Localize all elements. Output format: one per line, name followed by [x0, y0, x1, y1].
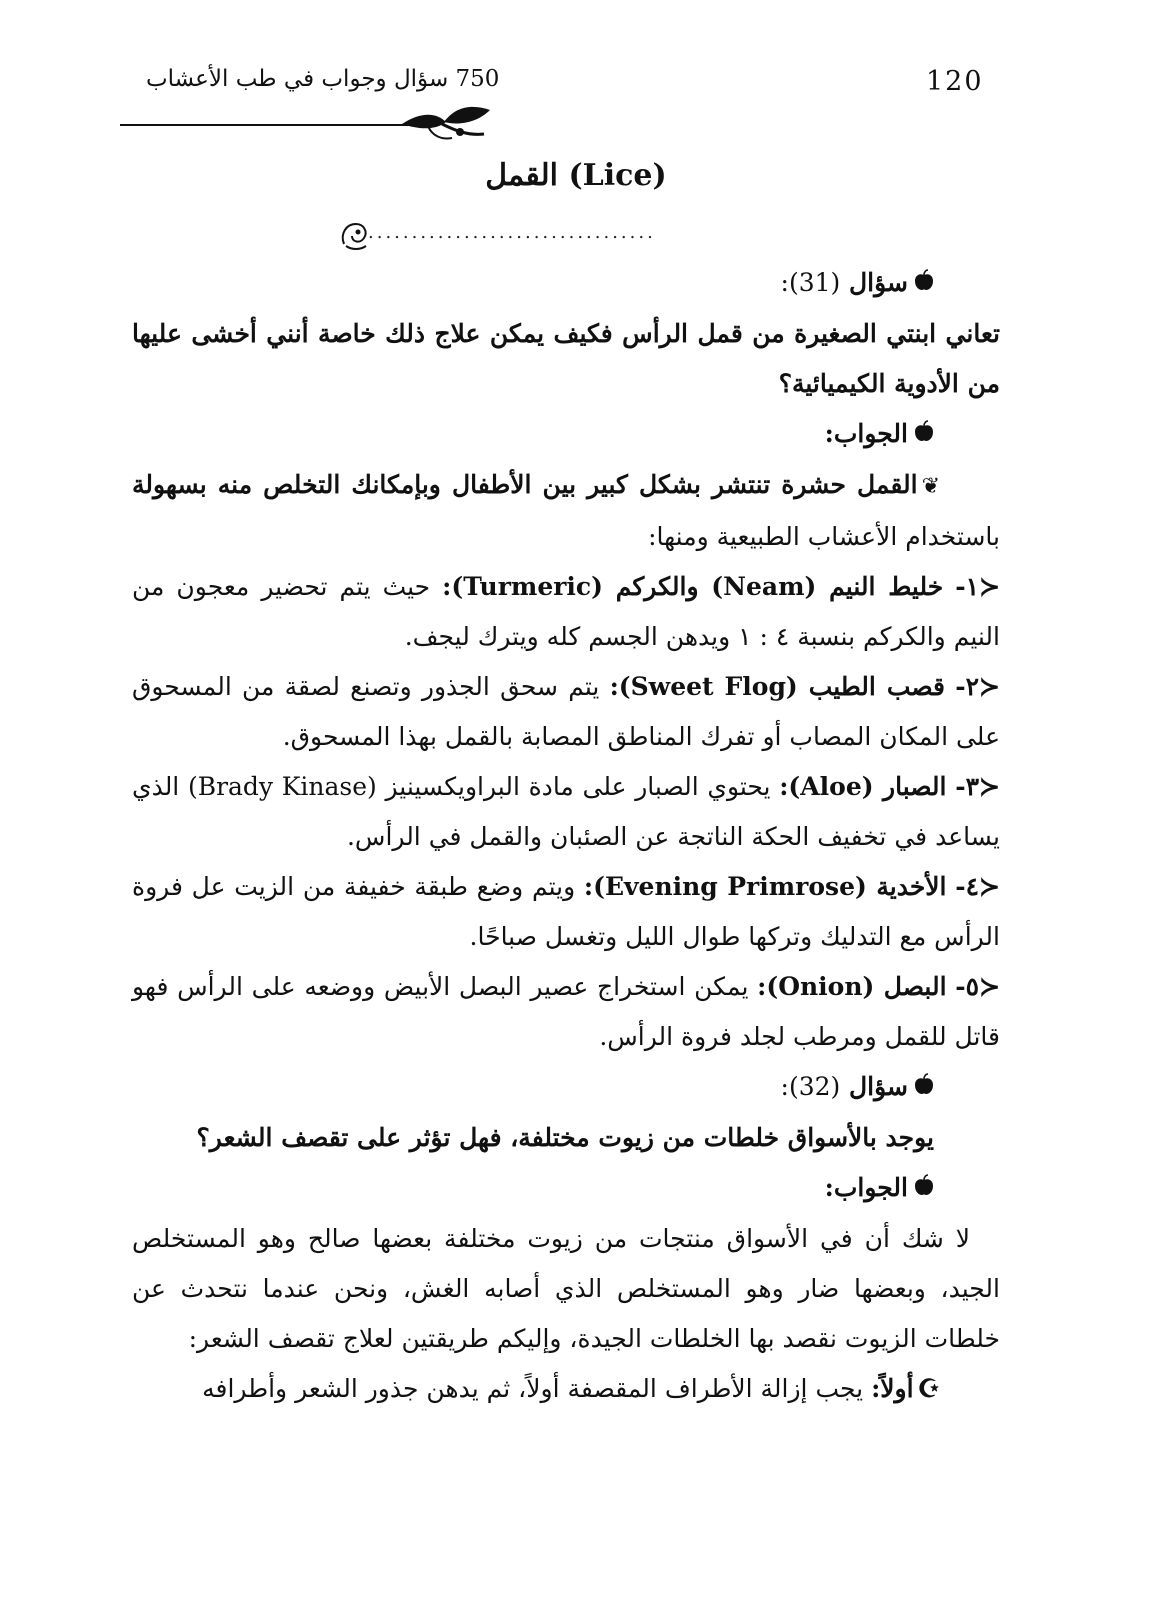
header-rule: [120, 124, 412, 126]
page-content: [132, 258, 1000, 1414]
answer-31-header: [132, 409, 1000, 460]
apple-icon: [914, 1164, 934, 1214]
section-divider: [338, 218, 798, 254]
first-point: [132, 1364, 1000, 1414]
question-31-text: تعاني ابنتي الصغيرة من قمل الرأس فكيف يمكن علاج ذلك خاصة أنني أخشى عليها من الأدوية الكيميائية؟: [132, 319, 1000, 398]
point-text: يجب إزالة الأطراف المقصفة أولاً، ثم يدهن جذور الشعر وأطرافه: [202, 1374, 864, 1403]
item-marker: ≺٤-: [955, 872, 1000, 901]
apple-icon: [914, 259, 934, 309]
item-term: الصبار (Aloe):: [779, 772, 947, 801]
book-title: 750 سؤال وجواب في طب الأعشاب: [146, 66, 500, 92]
remedy-item: [132, 762, 1000, 862]
question-number: (31):: [780, 268, 841, 297]
leaf-ornament-icon: [398, 100, 498, 144]
question-label: سؤال (31):: [781, 268, 934, 297]
item-text: حيث يتم تحضير معجون من النيم والكركم بنسبة ٤ : ١ ويدهن الجسم كله ويترك ليجف.: [132, 572, 1000, 651]
crescent-bullet-icon: ☪: [917, 1374, 940, 1403]
item-term: البصل (Onion):: [757, 972, 947, 1001]
question-32-text: يوجد بالأسواق خلطات من زيوت مختلفة، فهل تؤثر على تقصف الشعر؟: [196, 1123, 934, 1152]
answer-label: الجواب:: [825, 419, 934, 448]
remedy-item: [132, 862, 1000, 962]
answer-31-intro: ❦القمل حشرة تنتشر بشكل كبير بين الأطفال وبإمكانك التخلص منه بسهولة باستخدام الأعشاب الطبيعية ومنها:: [132, 460, 1000, 562]
question-label: سؤال (32):: [781, 1072, 934, 1101]
item-term: الأخدية (Evening Primrose):: [583, 872, 947, 901]
apple-icon: [914, 410, 934, 460]
item-marker: ≺١-: [955, 572, 1001, 601]
apple-icon: [914, 1063, 934, 1113]
item-text: يتم سحق الجذور وتصنع لصقة من المسحوق على المكان المصاب أو تفرك المناطق المصابة بالقمل بهذا المسحوق.: [132, 672, 1000, 751]
leaf-icon: ❦: [921, 474, 940, 499]
question-number: (32):: [780, 1072, 841, 1101]
item-marker: ≺٥-: [955, 972, 1001, 1001]
answer-label: الجواب:: [825, 1173, 934, 1202]
point-label: أولاً:: [871, 1374, 914, 1403]
page-number: 120: [926, 66, 984, 97]
item-marker: ≺٣-: [955, 772, 1000, 801]
remedy-item: [132, 562, 1000, 662]
answer-32-header: [132, 1163, 1000, 1214]
chapter-title: القمل (Lice): [485, 158, 667, 193]
item-text: ويتم وضع طبقة خفيفة من الزيت عل فروة الرأس مع التدليك وتركها طوال الليل وتغسل صباحًا.: [132, 872, 1000, 951]
item-term: خليط النيم (Neam) والكركم (Turmeric):: [442, 572, 944, 601]
remedy-item: [132, 662, 1000, 762]
question-31-header: [132, 258, 1000, 309]
item-marker: ≺٢-: [955, 672, 1000, 701]
item-text: يمكن استخراج عصير البصل الأبيض ووضعه على الرأس فهو قاتل للقمل ومرطب لجلد فروة الرأس.: [132, 972, 1000, 1051]
leaf-ornament-icon: [338, 218, 372, 252]
answer-32-paragraph: لا شك أن في الأسواق منتجات من زيوت مختلفة بعضها صالح وهو المستخلص الجيد، وبعضها ضار وهو المستخلص الذي أصابه الغش، ونحن عندما نتحدث عن خلطات الزيوت نقصد بها الخلطات الجيدة، وإليكم طريقتين لعلاج تقصف الشعر:: [132, 1224, 1000, 1353]
item-term: قصب الطيب (Sweet Flog):: [609, 672, 946, 701]
running-header: [138, 62, 984, 102]
item-text: يحتوي الصبار على مادة البراويكسينيز (Brady Kinase) الذي يساعد في تخفيف الحكة الناتجة عن الصئبان والقمل في الرأس.: [132, 772, 1000, 851]
dotted-line: .................................: [368, 222, 656, 243]
question-32-header: [132, 1062, 1000, 1113]
remedy-item: [132, 962, 1000, 1062]
